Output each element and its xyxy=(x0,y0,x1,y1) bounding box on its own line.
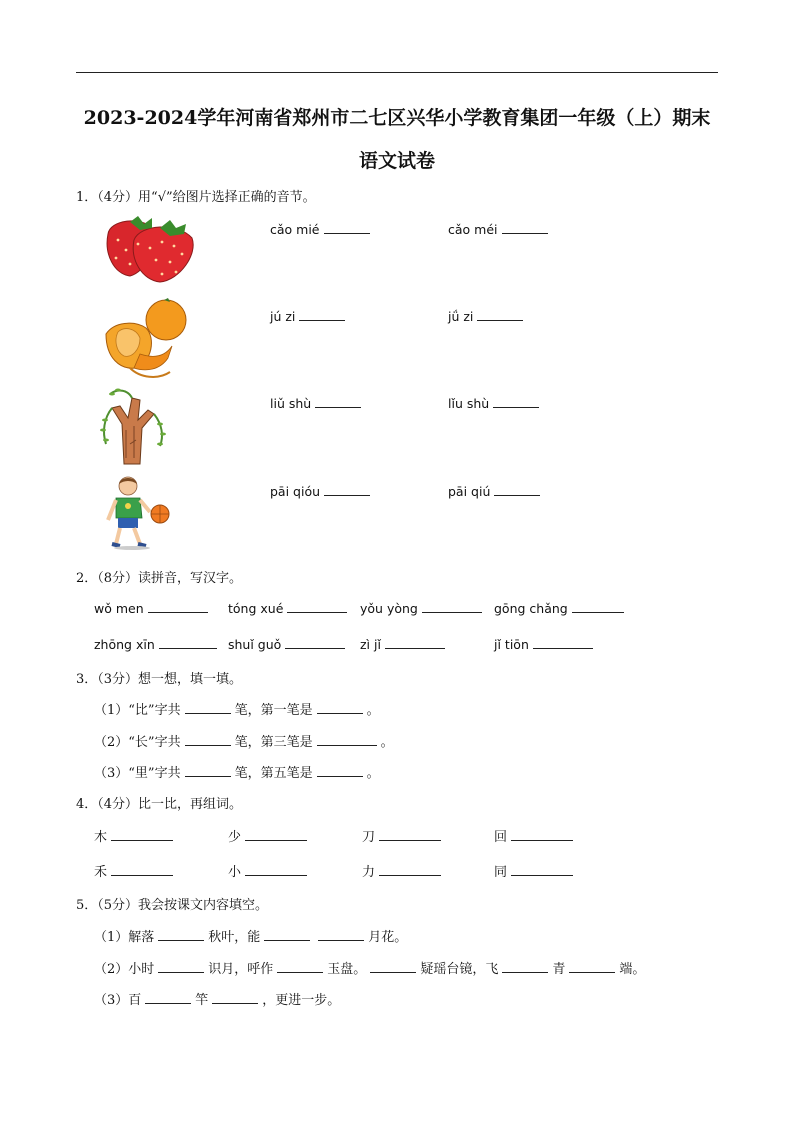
header-rule xyxy=(76,72,718,73)
answer-blank[interactable] xyxy=(494,483,540,496)
q5-stem: 5．（5分）我会按课文内容填空。 xyxy=(76,898,269,913)
answer-blank[interactable] xyxy=(379,863,441,876)
answer-blank[interactable] xyxy=(185,764,231,777)
q2-pinyin-item: shuǐ guǒ xyxy=(228,636,349,652)
answer-blank[interactable] xyxy=(287,600,347,613)
q2-pinyin-item: zhōng xīn xyxy=(94,636,221,652)
answer-blank[interactable] xyxy=(277,960,323,973)
answer-blank[interactable] xyxy=(511,828,573,841)
answer-blank[interactable] xyxy=(245,828,307,841)
answer-blank[interactable] xyxy=(324,221,370,234)
q1-row4-option-b: pāi qiú xyxy=(448,483,544,499)
answer-blank[interactable] xyxy=(285,636,345,649)
q2-pinyin-item: tóng xué xyxy=(228,600,351,616)
answer-blank[interactable] xyxy=(318,928,364,941)
q5-line-2: （2）小时 识月，呼作 玉盘。 疑瑶台镜，飞 青 端。 xyxy=(94,962,646,977)
answer-blank[interactable] xyxy=(317,764,363,777)
answer-blank[interactable] xyxy=(502,960,548,973)
q2-pinyin-item: jǐ tiōn xyxy=(494,636,597,652)
strawberry-icon xyxy=(100,214,200,286)
q5-line-3: （3）百 竿 ，更进一步。 xyxy=(94,993,341,1008)
q5-line-1: （1）解落 秋叶，能 月花。 xyxy=(94,930,408,945)
answer-blank[interactable] xyxy=(111,863,173,876)
willow-tree-icon xyxy=(98,384,168,466)
q3-item-1: （1）“比”字共 笔，第一笔是 。 xyxy=(94,703,380,718)
q1-row4-option-a: pāi qióu xyxy=(270,483,374,499)
q4-char-item: 力 xyxy=(362,861,445,880)
answer-blank[interactable] xyxy=(264,928,310,941)
q4-char-item: 小 xyxy=(228,861,311,880)
paper-title-line1: 2023-2024学年河南省郑州市二七区兴华小学教育集团一年级（上）期末 xyxy=(83,107,711,129)
q3-item-3: （3）“里”字共 笔，第五笔是 。 xyxy=(94,766,380,781)
boy-with-ball-icon xyxy=(104,474,176,550)
answer-blank[interactable] xyxy=(317,701,363,714)
answer-blank[interactable] xyxy=(422,600,482,613)
q3-item-2: （2）“长”字共 笔，第三笔是 。 xyxy=(94,735,394,750)
q1-row1-option-b: cǎo méi xyxy=(448,221,552,237)
answer-blank[interactable] xyxy=(185,701,231,714)
answer-blank[interactable] xyxy=(370,960,416,973)
answer-blank[interactable] xyxy=(148,600,208,613)
answer-blank[interactable] xyxy=(572,600,624,613)
answer-blank[interactable] xyxy=(212,991,258,1004)
orange-icon xyxy=(100,298,192,380)
answer-blank[interactable] xyxy=(477,308,523,321)
q1-row3-option-b: lǐu shù xyxy=(448,395,543,411)
q2-pinyin-item: wǒ men xyxy=(94,600,212,616)
q4-char-item: 禾 xyxy=(94,861,177,880)
answer-blank[interactable] xyxy=(379,828,441,841)
answer-blank[interactable] xyxy=(385,636,445,649)
q4-char-item: 同 xyxy=(494,861,577,880)
answer-blank[interactable] xyxy=(569,960,615,973)
answer-blank[interactable] xyxy=(185,733,231,746)
answer-blank[interactable] xyxy=(145,991,191,1004)
answer-blank[interactable] xyxy=(315,395,361,408)
q2-pinyin-item: yǒu yòng xyxy=(360,600,486,616)
q1-stem: 1．（4分）用“√”给图片选择正确的音节。 xyxy=(76,190,316,205)
answer-blank[interactable] xyxy=(245,863,307,876)
q1-row2-option-a: jú zi xyxy=(270,308,349,324)
q4-char-item: 少 xyxy=(228,826,311,845)
q4-char-item: 刀 xyxy=(362,826,445,845)
answer-blank[interactable] xyxy=(317,733,377,746)
answer-blank[interactable] xyxy=(324,483,370,496)
q3-stem: 3．（3分）想一想，填一填。 xyxy=(76,672,243,687)
q1-row3-option-a: liǔ shù xyxy=(270,395,365,411)
answer-blank[interactable] xyxy=(533,636,593,649)
answer-blank[interactable] xyxy=(159,636,217,649)
q4-char-item: 回 xyxy=(494,826,577,845)
q2-pinyin-item: gōng chǎng xyxy=(494,600,628,616)
answer-blank[interactable] xyxy=(111,828,173,841)
answer-blank[interactable] xyxy=(299,308,345,321)
answer-blank[interactable] xyxy=(158,960,204,973)
answer-blank[interactable] xyxy=(158,928,204,941)
q1-row2-option-b: jǘ zi xyxy=(448,308,527,324)
answer-blank[interactable] xyxy=(511,863,573,876)
q4-stem: 4．（4分）比一比，再组词。 xyxy=(76,797,243,812)
q1-row1-option-a: cǎo mié xyxy=(270,221,374,237)
answer-blank[interactable] xyxy=(493,395,539,408)
answer-blank[interactable] xyxy=(502,221,548,234)
paper-title-line2: 语文试卷 xyxy=(358,150,435,172)
q2-pinyin-item: zì jǐ xyxy=(360,636,449,652)
q2-stem: 2．（8分）读拼音，写汉字。 xyxy=(76,571,243,586)
q4-char-item: 木 xyxy=(94,826,177,845)
